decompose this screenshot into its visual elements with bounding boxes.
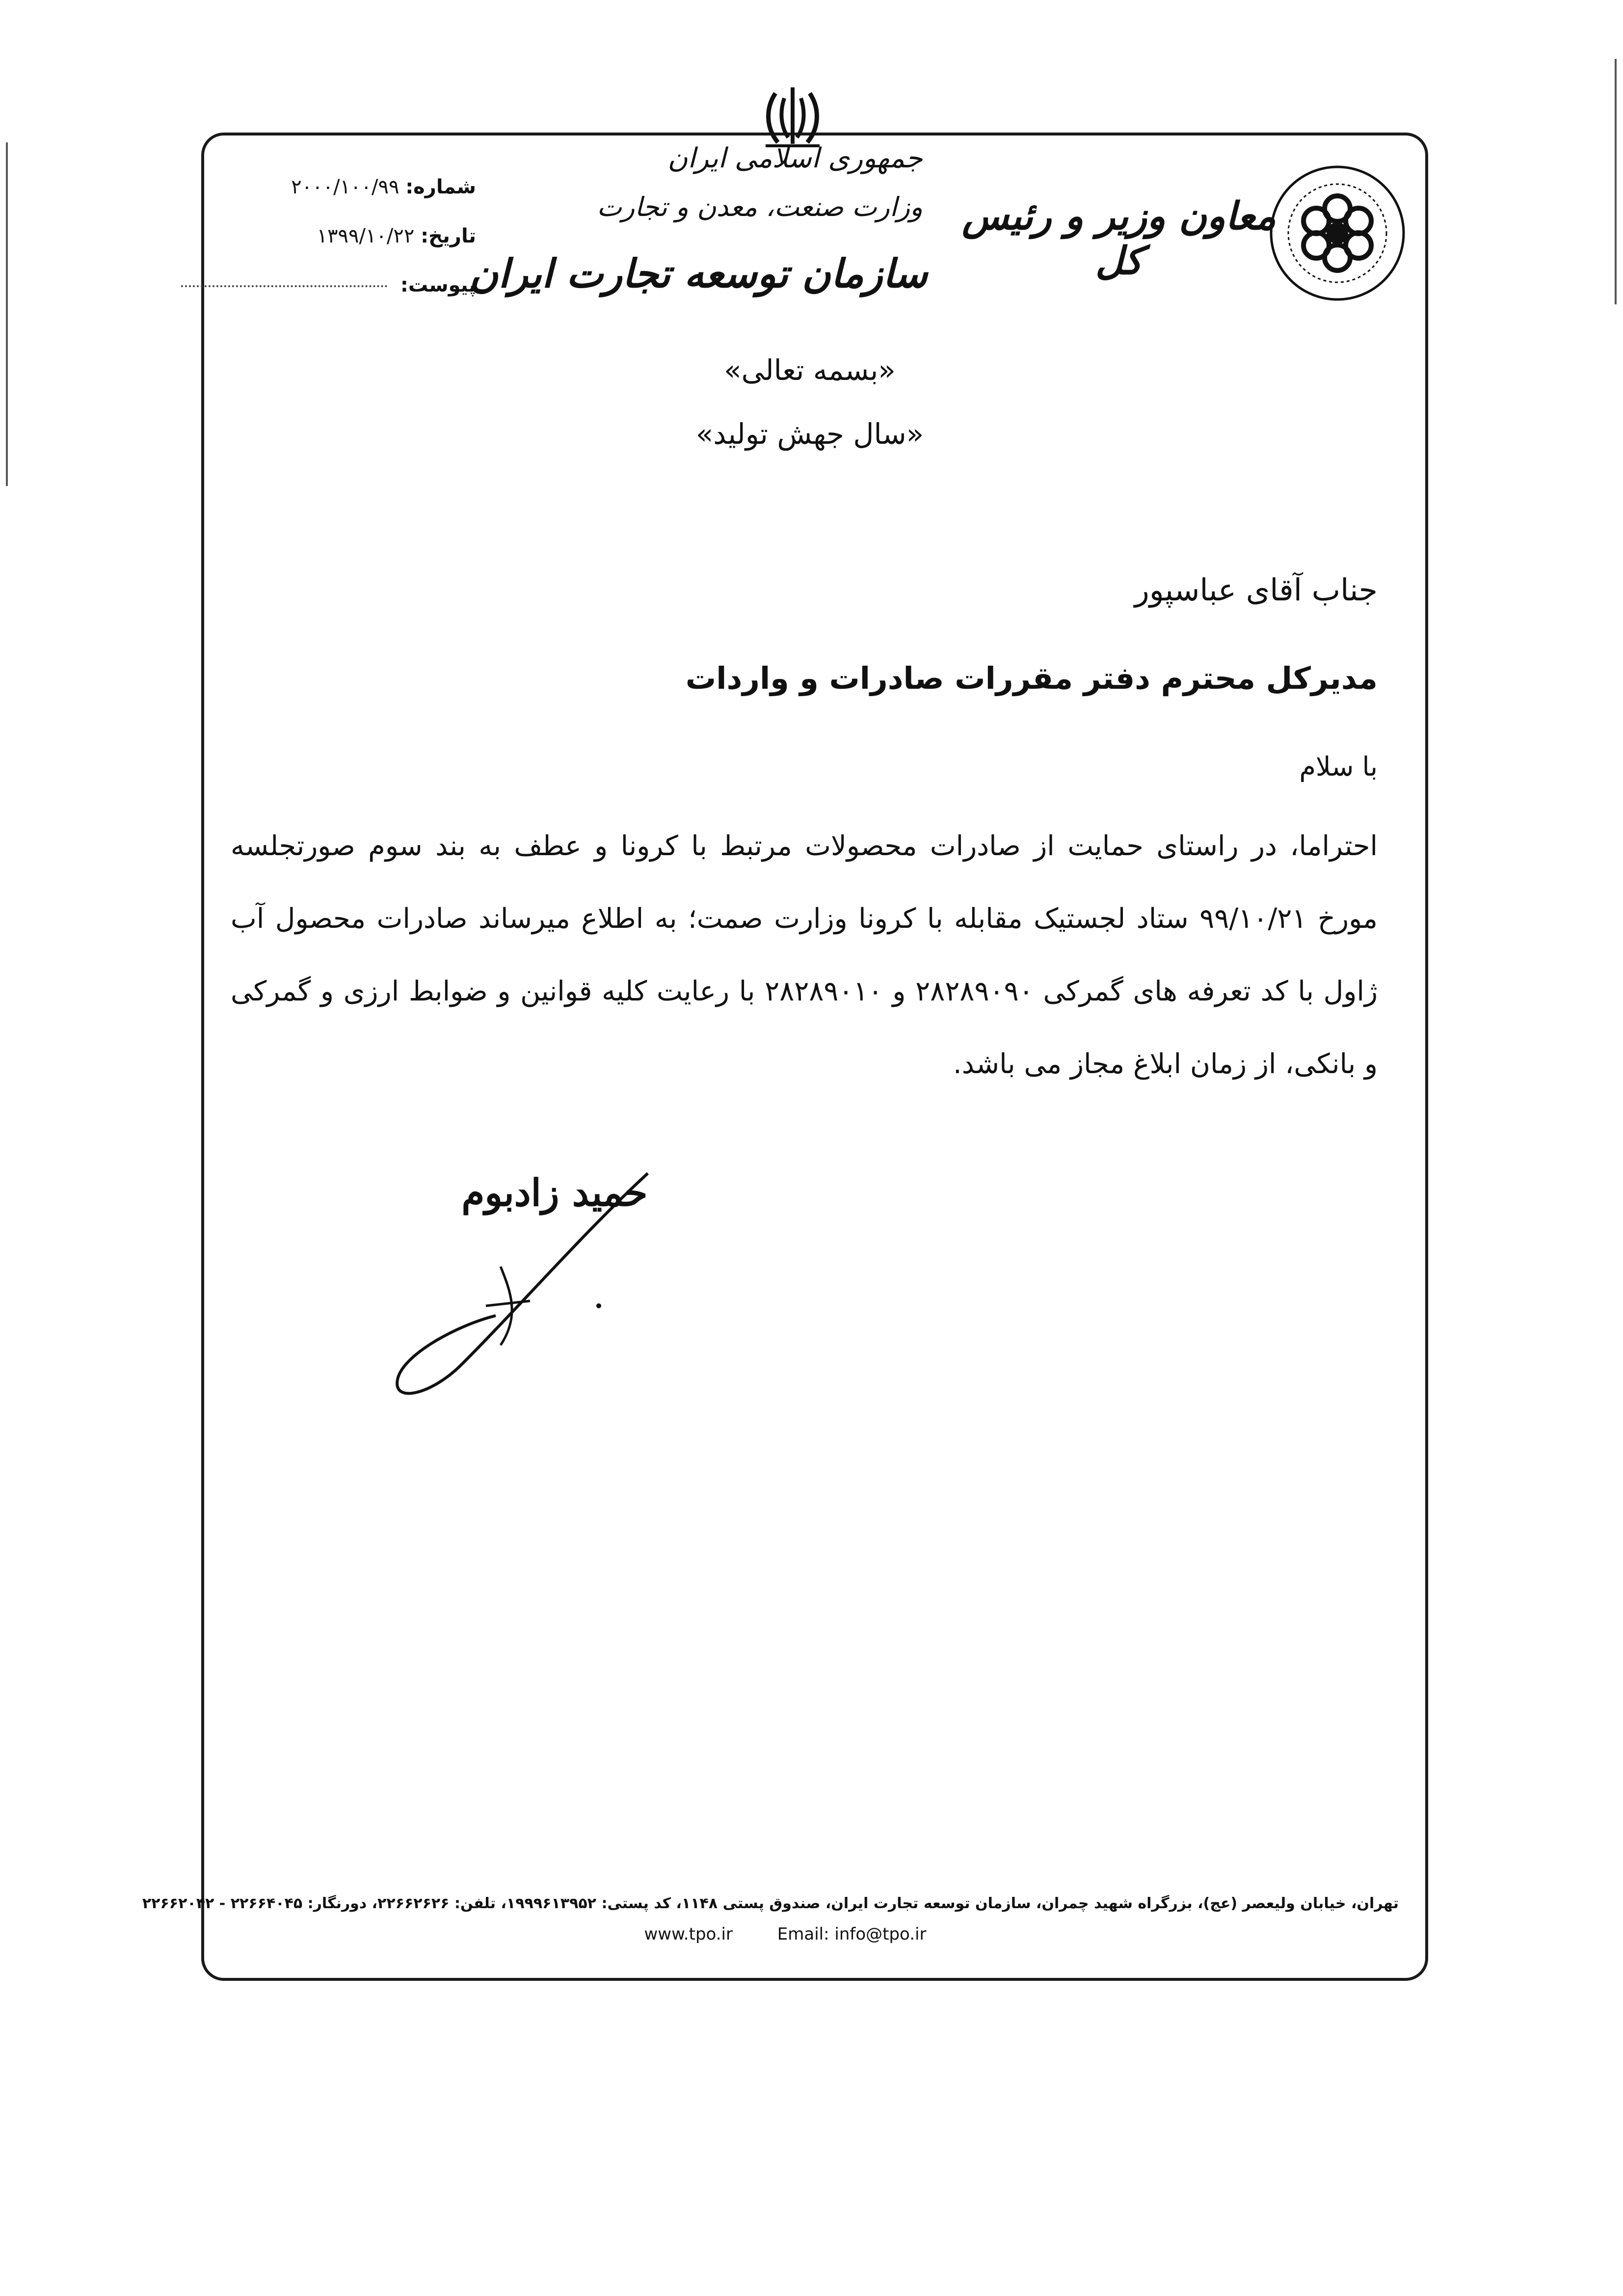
footer-address: تهران، خیابان ولیعصر (عج)، بزرگراه شهید چمران، سازمان توسعه تجارت ایران، صندوق پستی ۱۱۴۸، کد پستی: ۱۹۹۹۶۱۳۹۵۲، تلفن: ۲۲۶۶۲۶۲۶، دورنگار: ۲۲۶۶۴۰۴۵ - ۲۲۶۶۲۰۴۲	[142, 1895, 1399, 1912]
letter-date	[152, 225, 476, 247]
footer-website: www.tpo.ir	[644, 1924, 733, 1944]
attachment-label: پیوست:	[400, 274, 476, 297]
addressee-name: جناب آقای عباسپور	[1134, 572, 1378, 608]
addressee-title: مدیرکل محترم دفتر مقررات صادرات و واردات	[685, 660, 1378, 696]
footer-email: Email: info@tpo.ir	[777, 1924, 927, 1944]
tpo-logo-icon	[1266, 162, 1409, 304]
deputy-title: معاون وزیر و رئیس کل	[962, 194, 1276, 283]
year-motto: «سال جهش تولید»	[695, 417, 924, 451]
letter-number	[152, 176, 476, 198]
scan-edge-mark	[1615, 59, 1617, 304]
letter-body-paragraph: احتراما، در راستای حمایت از صادرات محصولات مرتبط با کرونا و عطف به بند سوم صورتجلسه مورخ ۹۹/۱۰/۲۱ ستاد لجستیک مقابله با کرونا وزارت صمت؛ به اطلاع میرساند صادرات محصول آب ژاول با کد تعرفه های گمرکی ۲۸۲۸۹۰۹۰ و ۲۸۲۸۹۰۱۰ با رعایت کلیه قوانین و ضوابط ارزی و گمرکی و بانکی، از زمان ابلاغ مجاز می باشد.	[231, 830, 1378, 1080]
date-value: ۱۳۹۹/۱۰/۲۲	[317, 225, 415, 247]
signatory-name: حمید زادبوم	[461, 1171, 648, 1215]
letter-attachment	[152, 274, 476, 297]
number-value: ۲۰۰۰/۱۰۰/۹۹	[291, 176, 399, 198]
attachment-dotted-line	[181, 285, 387, 287]
footer-contact	[589, 1924, 982, 1944]
iran-emblem-icon	[756, 83, 829, 152]
date-label: تاریخ:	[421, 225, 476, 247]
organization-title: سازمان توسعه تجارت ایران	[469, 250, 928, 297]
republic-title: جمهوری اسلامی ایران	[667, 142, 923, 174]
ministry-title: وزارت صنعت، معدن و تجارت	[597, 191, 923, 222]
scan-edge-mark	[6, 142, 8, 486]
greeting: با سلام	[1299, 751, 1378, 782]
bismillah: «بسمه تعالی»	[724, 353, 896, 387]
number-label: شماره:	[405, 176, 476, 198]
